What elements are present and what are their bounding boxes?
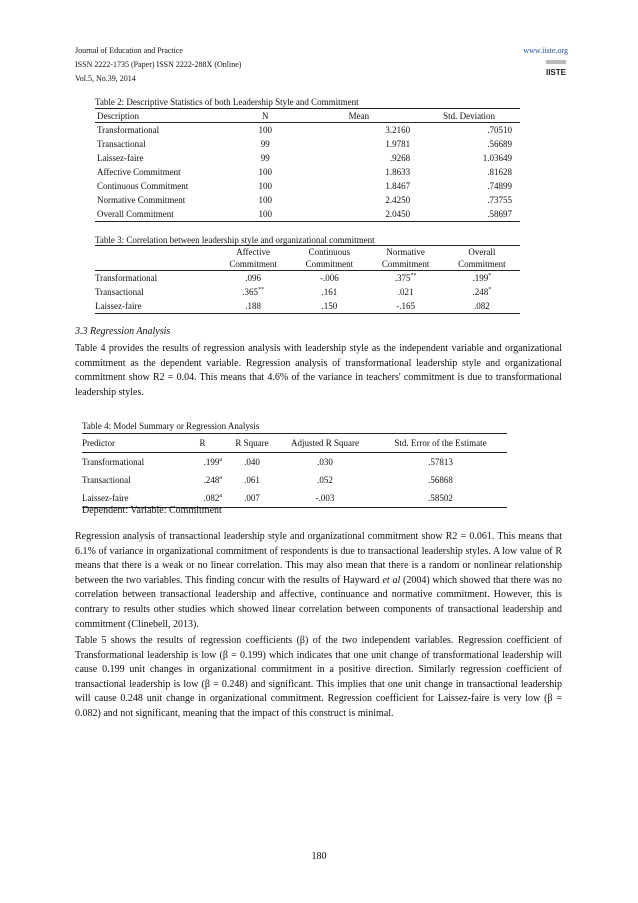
table-row bbox=[95, 123, 520, 138]
significance-mark: * bbox=[488, 287, 492, 293]
cell-value: .082 bbox=[203, 493, 220, 503]
table3-col-overall-l2: Commitment bbox=[458, 259, 506, 269]
table-cell: Laissez-faire bbox=[97, 153, 144, 163]
cell-value: .248 bbox=[203, 475, 220, 485]
cell-value: .375 bbox=[394, 273, 411, 283]
table-cell: 2.0450 bbox=[300, 207, 418, 222]
table-cell: .061 bbox=[244, 475, 260, 485]
table3-col-normative-l2: Commitment bbox=[381, 259, 430, 269]
table-cell: .74899 bbox=[487, 181, 512, 191]
table4-header-row bbox=[82, 434, 507, 453]
table-cell: Continuous Commitment bbox=[97, 181, 189, 191]
cell-value: .199 bbox=[472, 273, 489, 283]
table-cell: .58697 bbox=[418, 207, 520, 222]
cell-value: -.006 bbox=[320, 273, 339, 283]
cell-value: .096 bbox=[245, 273, 261, 283]
cell-value: .021 bbox=[397, 287, 414, 297]
table-row bbox=[95, 179, 520, 193]
table-cell bbox=[177, 453, 228, 472]
table4-col-r: R bbox=[177, 434, 228, 453]
iiste-logo bbox=[544, 58, 568, 80]
table4-col-adjusted: Adjusted R Square bbox=[276, 434, 374, 453]
table3-col-continuous bbox=[291, 246, 367, 271]
table-cell: Transactional bbox=[95, 287, 144, 297]
table-cell: -.003 bbox=[276, 489, 374, 508]
table-cell: 1.03649 bbox=[482, 153, 512, 163]
table-cell bbox=[368, 271, 444, 286]
table3-col-normative bbox=[368, 246, 444, 271]
significance-mark: ** bbox=[258, 287, 264, 293]
table-cell: 100 bbox=[258, 181, 272, 191]
table-cell: 2.4250 bbox=[385, 195, 411, 205]
table-cell: .73755 bbox=[487, 195, 512, 205]
table-cell: 1.9781 bbox=[385, 139, 411, 149]
cell-value: -.165 bbox=[396, 301, 415, 311]
table-cell: .57813 bbox=[428, 457, 453, 467]
table-row bbox=[95, 271, 520, 286]
table2-col-n: N bbox=[231, 109, 300, 123]
table-cell bbox=[444, 285, 520, 299]
table-cell: Transactional bbox=[97, 139, 146, 149]
table-row bbox=[95, 137, 520, 151]
table-cell: 100 bbox=[231, 207, 300, 222]
table3-col-blank bbox=[95, 246, 215, 271]
table-cell bbox=[291, 285, 367, 299]
table3-caption: Table 3: Correlation between leadership style and organizational commitment bbox=[95, 235, 375, 245]
table-cell: 100 bbox=[258, 195, 272, 205]
superscript-mark: a bbox=[219, 493, 222, 499]
significance-mark: ** bbox=[410, 273, 417, 279]
table-cell: .007 bbox=[228, 489, 276, 508]
journal-url-link[interactable]: www.iiste.org bbox=[523, 46, 568, 55]
table-cell bbox=[215, 299, 291, 314]
table3-col-affective-l1: Affective bbox=[236, 247, 271, 257]
table-cell: Laissez-faire bbox=[82, 489, 177, 508]
paragraph-text: Regression analysis of transactional leadership style and organizational commitment show R2 = 0.061. This means that 6.1% of variance in organizational commitment of respondents is due to transactional leadership styles. A low value of R means that there is a weak or no linear correlation. This may also mean that there is a random or nonlinear relationship between the two variables. This finding concur with the results of Hayward bbox=[75, 531, 562, 586]
table-correlation bbox=[95, 235, 520, 314]
table-row bbox=[95, 151, 520, 165]
table-row bbox=[82, 453, 507, 472]
table-cell bbox=[368, 299, 444, 314]
table-cell bbox=[368, 285, 444, 299]
table3-col-overall bbox=[444, 246, 520, 271]
table2-col-mean: Mean bbox=[300, 109, 418, 123]
table-row bbox=[95, 299, 520, 314]
cell-value: .161 bbox=[321, 287, 338, 297]
table3-col-overall-l1: Overall bbox=[468, 247, 496, 257]
paragraph-regression-intro: Table 4 provides the results of regression analysis with leadership style as the independent variable and organizational commitment as the dependent variable. Regression analysis of transformational leadership style and organizational commitment show R2 = 0.04. This means that 4.6% of the variance in teachers' commitment is due to transformational leadership styles. bbox=[75, 343, 562, 398]
table2-caption: Table 2: Descriptive Statistics of both Leadership Style and Commitment bbox=[95, 97, 359, 107]
cell-value: .150 bbox=[321, 301, 338, 311]
paragraph-regression-coefficients: Table 5 shows the results of regression coefficients (β) of the two independent variables. Regression coefficient of Transformational leadership is low (β = 0.199) which indicates that one unit change of transformational leadership will cause 0.199 unit changes in organizational commitment in a positive direction. Similarly regression coefficient of transactional leadership is low (β = 0.248) and significant. This implies that one unit change in transactional leadership will cause 0.248 unit change in organizational commitment. Regression coefficient for Laissez-faire is very low (β = 0.082) and not significant, meaning that the impact of this construct is minimal. bbox=[75, 635, 562, 719]
table-row bbox=[95, 165, 520, 179]
table-cell: 100 bbox=[258, 167, 272, 177]
table-cell: .56689 bbox=[487, 139, 512, 149]
table-cell: Transformational bbox=[82, 457, 145, 467]
table4-col-rsquare: R Square bbox=[228, 434, 276, 453]
significance-mark: * bbox=[488, 273, 492, 279]
table4-col-stderr: Std. Error of the Estimate bbox=[374, 434, 507, 453]
table-cell: .030 bbox=[317, 457, 333, 467]
table4-caption: Table 4: Model Summary or Regression Analysis bbox=[82, 421, 260, 431]
table-cell: Normative Commitment bbox=[97, 195, 186, 205]
table-cell: .9268 bbox=[389, 153, 411, 163]
table-cell bbox=[291, 299, 367, 314]
table-cell bbox=[444, 299, 520, 314]
cell-value: .082 bbox=[474, 301, 490, 311]
table-row bbox=[95, 285, 520, 299]
table-cell: Transformational bbox=[95, 273, 158, 283]
table-cell: Laissez-faire bbox=[95, 299, 215, 314]
table-cell: 3.2160 bbox=[385, 125, 411, 135]
table3-col-affective bbox=[215, 246, 291, 271]
table-cell: 1.8633 bbox=[385, 167, 411, 177]
table-cell: .040 bbox=[244, 457, 260, 467]
table3-header-row bbox=[95, 246, 520, 271]
table-descriptive-statistics bbox=[95, 97, 520, 222]
cell-value: .365 bbox=[242, 287, 258, 297]
volume-line: Vol.5, No.39, 2014 bbox=[75, 74, 136, 83]
table-row bbox=[82, 471, 507, 489]
italic-citation: et al bbox=[382, 574, 401, 586]
table-cell: .052 bbox=[317, 475, 333, 485]
journal-name: Journal of Education and Practice bbox=[75, 46, 183, 55]
table-cell: .58502 bbox=[374, 489, 507, 508]
table-cell: Transactional bbox=[82, 475, 131, 485]
table-cell: 99 bbox=[260, 139, 270, 149]
table3-col-continuous-l2: Commitment bbox=[305, 259, 354, 269]
table-cell: 99 bbox=[260, 153, 270, 163]
table-cell bbox=[177, 471, 228, 489]
table-cell: 100 bbox=[258, 125, 272, 135]
table-row bbox=[95, 207, 520, 222]
cell-value: .188 bbox=[245, 301, 261, 311]
cell-value: .199 bbox=[203, 457, 220, 467]
superscript-mark: a bbox=[219, 457, 222, 463]
table-model-summary bbox=[82, 421, 507, 508]
paragraph-transactional-analysis bbox=[75, 530, 562, 632]
issn-line: ISSN 2222-1735 (Paper) ISSN 2222-288X (Online) bbox=[75, 60, 242, 69]
table4-col-predictor: Predictor bbox=[82, 434, 177, 453]
superscript-mark: a bbox=[219, 475, 222, 481]
page-number: 180 bbox=[311, 851, 327, 862]
table-cell: .56868 bbox=[428, 475, 453, 485]
table-cell: .81628 bbox=[487, 167, 512, 177]
table-cell bbox=[291, 271, 367, 286]
cell-value: .248 bbox=[472, 287, 489, 297]
table4-footnote: Dependent: Variable: Commitment bbox=[82, 505, 222, 516]
table-cell: Transformational bbox=[97, 125, 160, 135]
table-cell: 1.8467 bbox=[385, 181, 411, 191]
table-cell bbox=[444, 271, 520, 286]
section-title: 3.3 Regression Analysis bbox=[75, 326, 171, 337]
table2-col-description: Description bbox=[95, 109, 231, 123]
table3-col-affective-l2: Commitment bbox=[229, 259, 277, 269]
table3-col-continuous-l1: Continuous bbox=[308, 247, 351, 257]
table-cell bbox=[215, 271, 291, 286]
table-cell: Overall Commitment bbox=[95, 207, 231, 222]
table-cell: .70510 bbox=[487, 125, 512, 135]
table2-col-std: Std. Deviation bbox=[418, 109, 520, 123]
table3-col-normative-l1: Normative bbox=[386, 247, 425, 257]
table-row bbox=[95, 193, 520, 207]
table-cell bbox=[215, 285, 291, 299]
table2-header-row bbox=[95, 109, 520, 123]
table-cell: Affective Commitment bbox=[97, 167, 181, 177]
svg-text:IISTE: IISTE bbox=[545, 68, 567, 77]
paragraph-text: (2004) which showed that there was no correlation between transactional leadership and affective, continuance and normative commitment. However, this is contrary to results other studies which showed linear correlation between components of transactional leadership and commitment (Clinebell, 2013). bbox=[75, 574, 562, 630]
